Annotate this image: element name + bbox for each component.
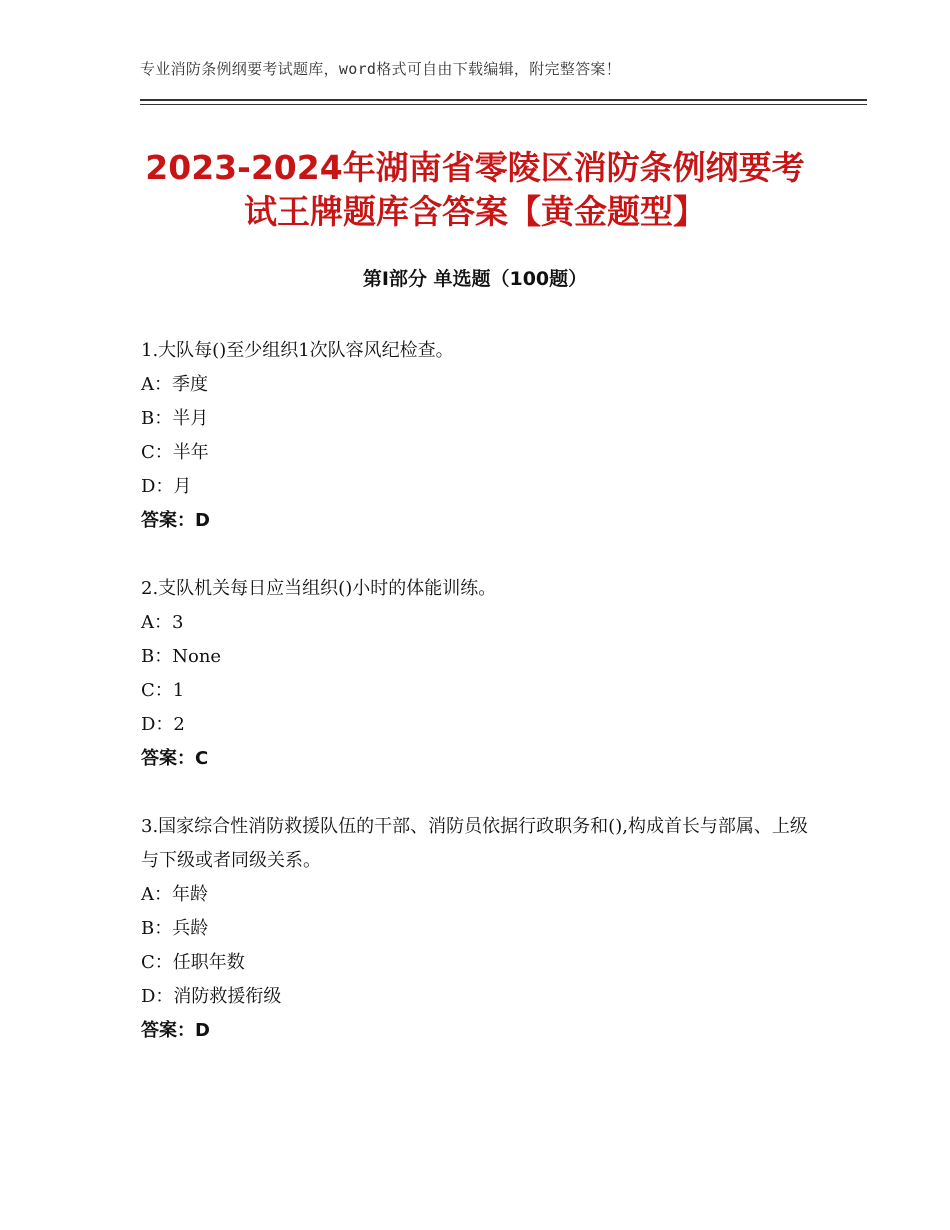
option-b: B：None [141,646,222,667]
option-d: D：消防救援衔级 [141,986,282,1007]
question-item [141,810,821,1048]
question-item [141,334,821,538]
question-item [141,572,821,776]
question-stem: 1.大队每()至少组织1次队容风纪检查。 [141,340,454,361]
title-line-2: 试王牌题库含答案【黄金题型】 [244,192,706,231]
header-rule-thin [140,104,867,105]
option-a: A：年龄 [141,884,208,905]
option-c: C：任职年数 [141,952,245,973]
option-c: C：1 [141,680,185,701]
option-b: B：兵龄 [141,918,209,939]
document-title [100,146,850,234]
option-a: A：季度 [141,374,208,395]
header-note: 专业消防条例纲要考试题库，word格式可自由下载编辑，附完整答案！ [140,60,622,78]
answer-line: 答案：C [141,748,209,769]
option-c: C：半年 [141,442,209,463]
header-rule-thick [140,99,867,101]
option-d: D：月 [141,476,192,497]
option-a: A：3 [141,612,184,633]
section-heading: 第Ⅰ部分 单选题（100题） [362,268,588,290]
question-list [141,334,821,1082]
answer-line: 答案：D [141,510,210,531]
title-line-1: 2023-2024年湖南省零陵区消防条例纲要考 [145,148,805,187]
question-stem: 3.国家综合性消防救援队伍的干部、消防员依据行政职务和(),构成首长与部属、上级与下级或者同级关系。 [141,816,808,871]
question-stem: 2.支队机关每日应当组织()小时的体能训练。 [141,578,497,599]
answer-line: 答案：D [141,1020,210,1041]
option-d: D：2 [141,714,185,735]
option-b: B：半月 [141,408,209,429]
